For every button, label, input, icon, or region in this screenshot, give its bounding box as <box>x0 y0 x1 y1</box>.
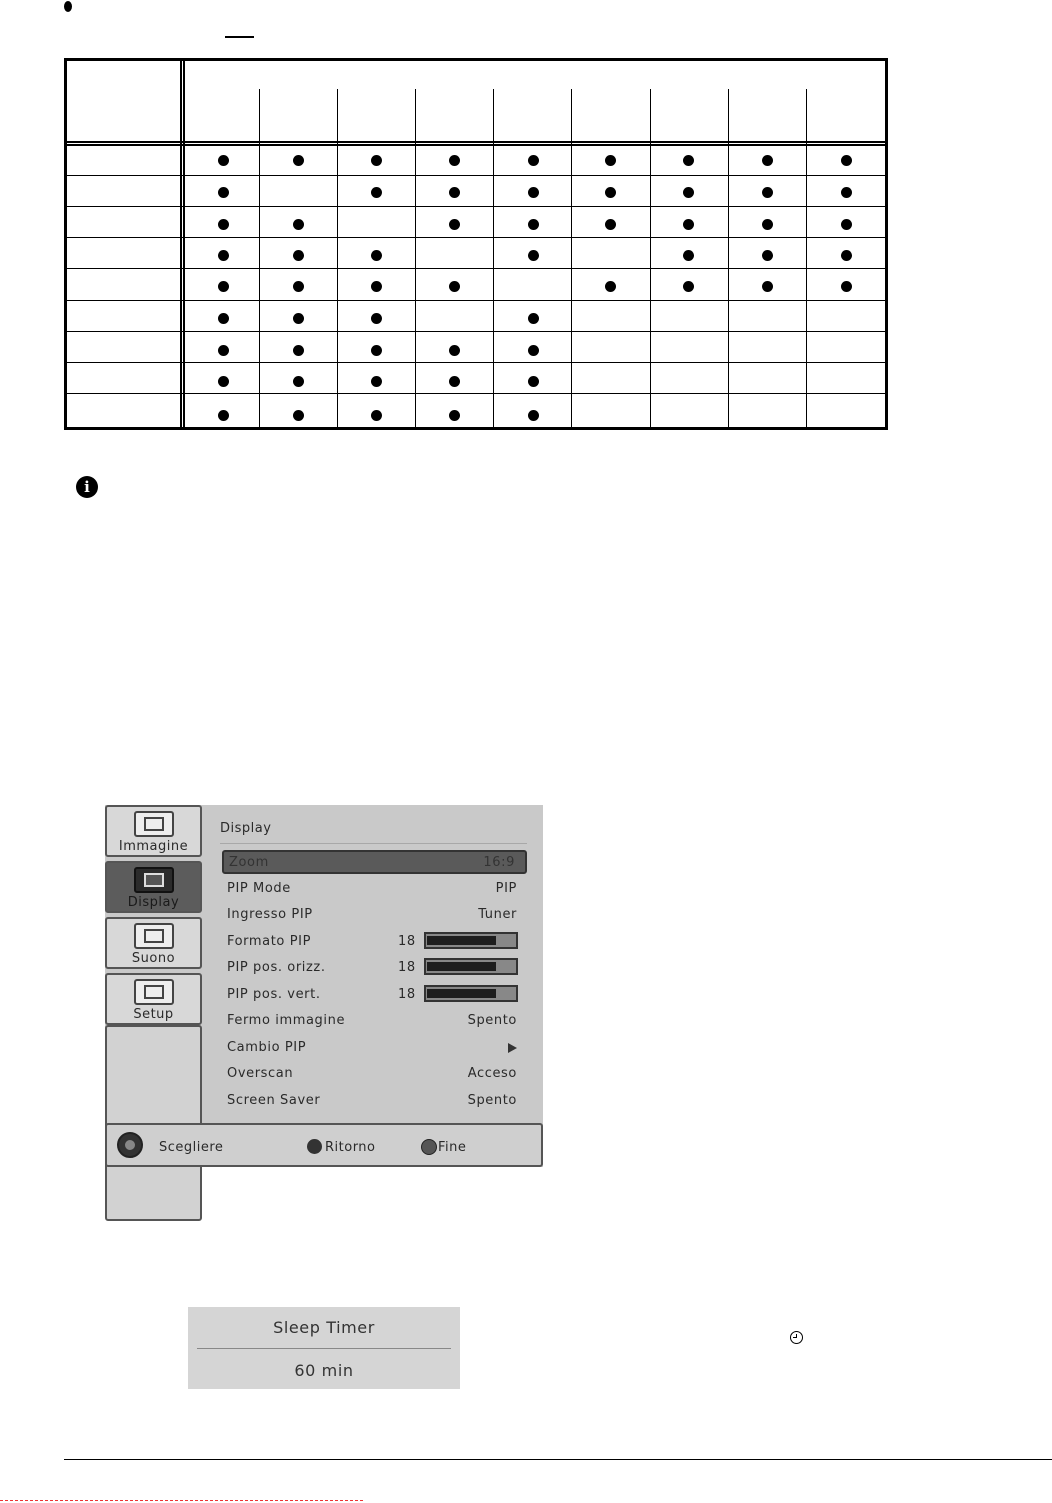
table-dot <box>841 155 852 166</box>
table-dot <box>293 345 304 356</box>
menu-title-divider <box>220 843 527 844</box>
level-fill <box>427 936 496 945</box>
level-slider[interactable] <box>424 985 518 1002</box>
menu-item-cambio-pip[interactable] <box>222 1036 527 1060</box>
return-hint: Ritorno <box>325 1140 376 1155</box>
menu-item-formato-pip[interactable] <box>222 930 527 954</box>
menu-item-label: Screen Saver <box>227 1092 321 1108</box>
tab-label: Immagine <box>118 839 189 854</box>
table-dot <box>528 345 539 356</box>
table-dot <box>293 155 304 166</box>
table-dot <box>528 155 539 166</box>
menu-item-zoom[interactable] <box>222 850 527 874</box>
sleep-timer-divider <box>197 1348 451 1349</box>
table-row-rule <box>67 206 885 207</box>
table-dot <box>218 250 229 261</box>
table-dot <box>762 281 773 292</box>
menu-item-pip-pos-orizz[interactable] <box>222 956 527 980</box>
table-row-rule <box>67 268 885 269</box>
tab-setup[interactable] <box>105 973 202 1025</box>
table-dot <box>528 376 539 387</box>
table-dot <box>683 187 694 198</box>
table-row-rule <box>67 331 885 332</box>
menu-item-label: PIP pos. vert. <box>227 986 321 1002</box>
exit-hint: Fine <box>438 1140 467 1155</box>
table-dot <box>218 187 229 198</box>
setup-icon <box>134 979 174 1005</box>
menu-item-label: Fermo immagine <box>227 1013 346 1028</box>
menu-item-number: 18 <box>398 986 416 1002</box>
menu-item-value: Spento <box>467 1092 517 1108</box>
table-row-rule <box>67 175 885 176</box>
tab-label: Suono <box>131 951 176 966</box>
table-dot <box>683 281 694 292</box>
table-row-rule <box>67 362 885 363</box>
table-column-rule <box>259 89 260 427</box>
menu-button-icon <box>307 1139 322 1154</box>
table-dot <box>762 155 773 166</box>
menu-item-value: Acceso <box>467 1066 517 1081</box>
table-row-rule <box>67 393 885 394</box>
table-dot <box>683 219 694 230</box>
menu-item-label: PIP pos. orizz. <box>227 960 326 975</box>
menu-item-overscan[interactable] <box>222 1062 527 1086</box>
table-dot <box>449 410 460 421</box>
menu-item-fermo-immagine[interactable] <box>222 1009 527 1033</box>
table-column-rule <box>728 89 729 427</box>
table-dot <box>762 187 773 198</box>
table-dot <box>683 155 694 166</box>
menu-item-value: Spento <box>467 1013 517 1028</box>
table-dot <box>449 376 460 387</box>
menu-item-label: Cambio PIP <box>227 1039 307 1055</box>
table-dot <box>371 345 382 356</box>
table-dot <box>371 281 382 292</box>
osd-footer <box>105 1123 543 1167</box>
table-dot <box>218 281 229 292</box>
table-dot <box>293 376 304 387</box>
table-column-rule <box>493 89 494 427</box>
table-dot <box>449 345 460 356</box>
footer-divider <box>64 1459 1052 1460</box>
table-dot <box>293 410 304 421</box>
table-dot <box>218 219 229 230</box>
table-dot <box>528 187 539 198</box>
table-dot <box>371 250 382 261</box>
tab-label: Setup <box>133 1007 174 1022</box>
table-header-rule <box>67 141 885 143</box>
table-dot <box>218 313 229 324</box>
osd-display-menu <box>105 805 543 1167</box>
table-dot <box>605 219 616 230</box>
level-fill <box>427 989 496 998</box>
table-row-rule <box>67 300 885 301</box>
level-slider[interactable] <box>424 932 518 949</box>
menu-item-label: Ingresso PIP <box>227 907 313 922</box>
play-arrow-icon <box>508 1043 517 1053</box>
menu-item-number: 18 <box>398 933 416 949</box>
table-dot <box>218 410 229 421</box>
underline-mark <box>225 36 254 38</box>
clock-icon <box>790 1331 803 1344</box>
table-column-rule <box>650 89 651 427</box>
table-dot <box>449 219 460 230</box>
table-column-rule <box>183 61 185 427</box>
table-dot <box>371 410 382 421</box>
menu-item-label: Overscan <box>227 1066 294 1081</box>
table-dot <box>841 219 852 230</box>
sleep-timer-popup <box>188 1307 460 1389</box>
table-dot <box>605 155 616 166</box>
table-dot <box>449 155 460 166</box>
table-column-rule <box>571 89 572 427</box>
table-dot <box>528 313 539 324</box>
table-dot <box>293 281 304 292</box>
table-dot <box>371 313 382 324</box>
bullet-mark <box>64 1 72 12</box>
table-column-rule <box>415 89 416 427</box>
sleep-timer-title: Sleep Timer <box>273 1318 375 1337</box>
menu-item-number: 18 <box>398 960 416 975</box>
table-dot <box>762 219 773 230</box>
table-row-rule <box>67 237 885 238</box>
table-dot <box>371 187 382 198</box>
table-dot <box>683 250 694 261</box>
compatibility-table <box>64 58 888 430</box>
exit-button-icon <box>421 1139 437 1155</box>
menu-item-pip-mode[interactable] <box>222 877 527 901</box>
table-dot <box>841 281 852 292</box>
table-column-rule <box>337 89 338 427</box>
select-hint: Scegliere <box>159 1140 224 1155</box>
tab-label: Display <box>127 895 180 910</box>
menu-item-label: PIP Mode <box>227 880 291 896</box>
menu-item-label: Formato PIP <box>227 933 312 949</box>
tab-suono[interactable] <box>105 917 202 969</box>
table-dot <box>762 250 773 261</box>
table-column-rule <box>806 89 807 427</box>
navigation-pad-icon <box>117 1132 143 1158</box>
table-dot <box>528 410 539 421</box>
footer-red-rule <box>0 1500 363 1501</box>
menu-item-label: Zoom <box>229 855 269 870</box>
table-dot <box>218 345 229 356</box>
menu-item-value: Tuner <box>478 907 517 922</box>
menu-item-value: 16:9 <box>483 855 515 870</box>
table-header-rule <box>67 144 885 146</box>
table-dot <box>605 187 616 198</box>
table-dot <box>449 281 460 292</box>
sleep-timer-value: 60 min <box>294 1361 354 1380</box>
table-dot <box>218 376 229 387</box>
speaker-icon <box>134 923 174 949</box>
table-dot <box>528 219 539 230</box>
table-dot <box>449 187 460 198</box>
display-icon <box>134 867 174 893</box>
menu-item-pip-pos-vert[interactable] <box>222 983 527 1007</box>
level-fill <box>427 962 496 971</box>
menu-item-value: PIP <box>495 880 517 896</box>
table-dot <box>841 250 852 261</box>
table-dot <box>841 187 852 198</box>
table-column-rule <box>180 61 182 427</box>
table-dot <box>293 219 304 230</box>
menu-title: Display <box>220 821 272 836</box>
table-dot <box>293 250 304 261</box>
tab-display[interactable] <box>105 861 202 913</box>
table-dot <box>528 250 539 261</box>
table-dot <box>371 155 382 166</box>
info-icon: i <box>76 476 98 498</box>
table-dot <box>218 155 229 166</box>
menu-item-screen-saver[interactable] <box>222 1089 527 1113</box>
menu-item-ingresso-pip[interactable] <box>222 903 527 927</box>
table-dot <box>293 313 304 324</box>
tab-immagine[interactable] <box>105 805 202 857</box>
level-slider[interactable] <box>424 958 518 975</box>
picture-icon <box>134 811 174 837</box>
table-dot <box>605 281 616 292</box>
table-dot <box>371 376 382 387</box>
